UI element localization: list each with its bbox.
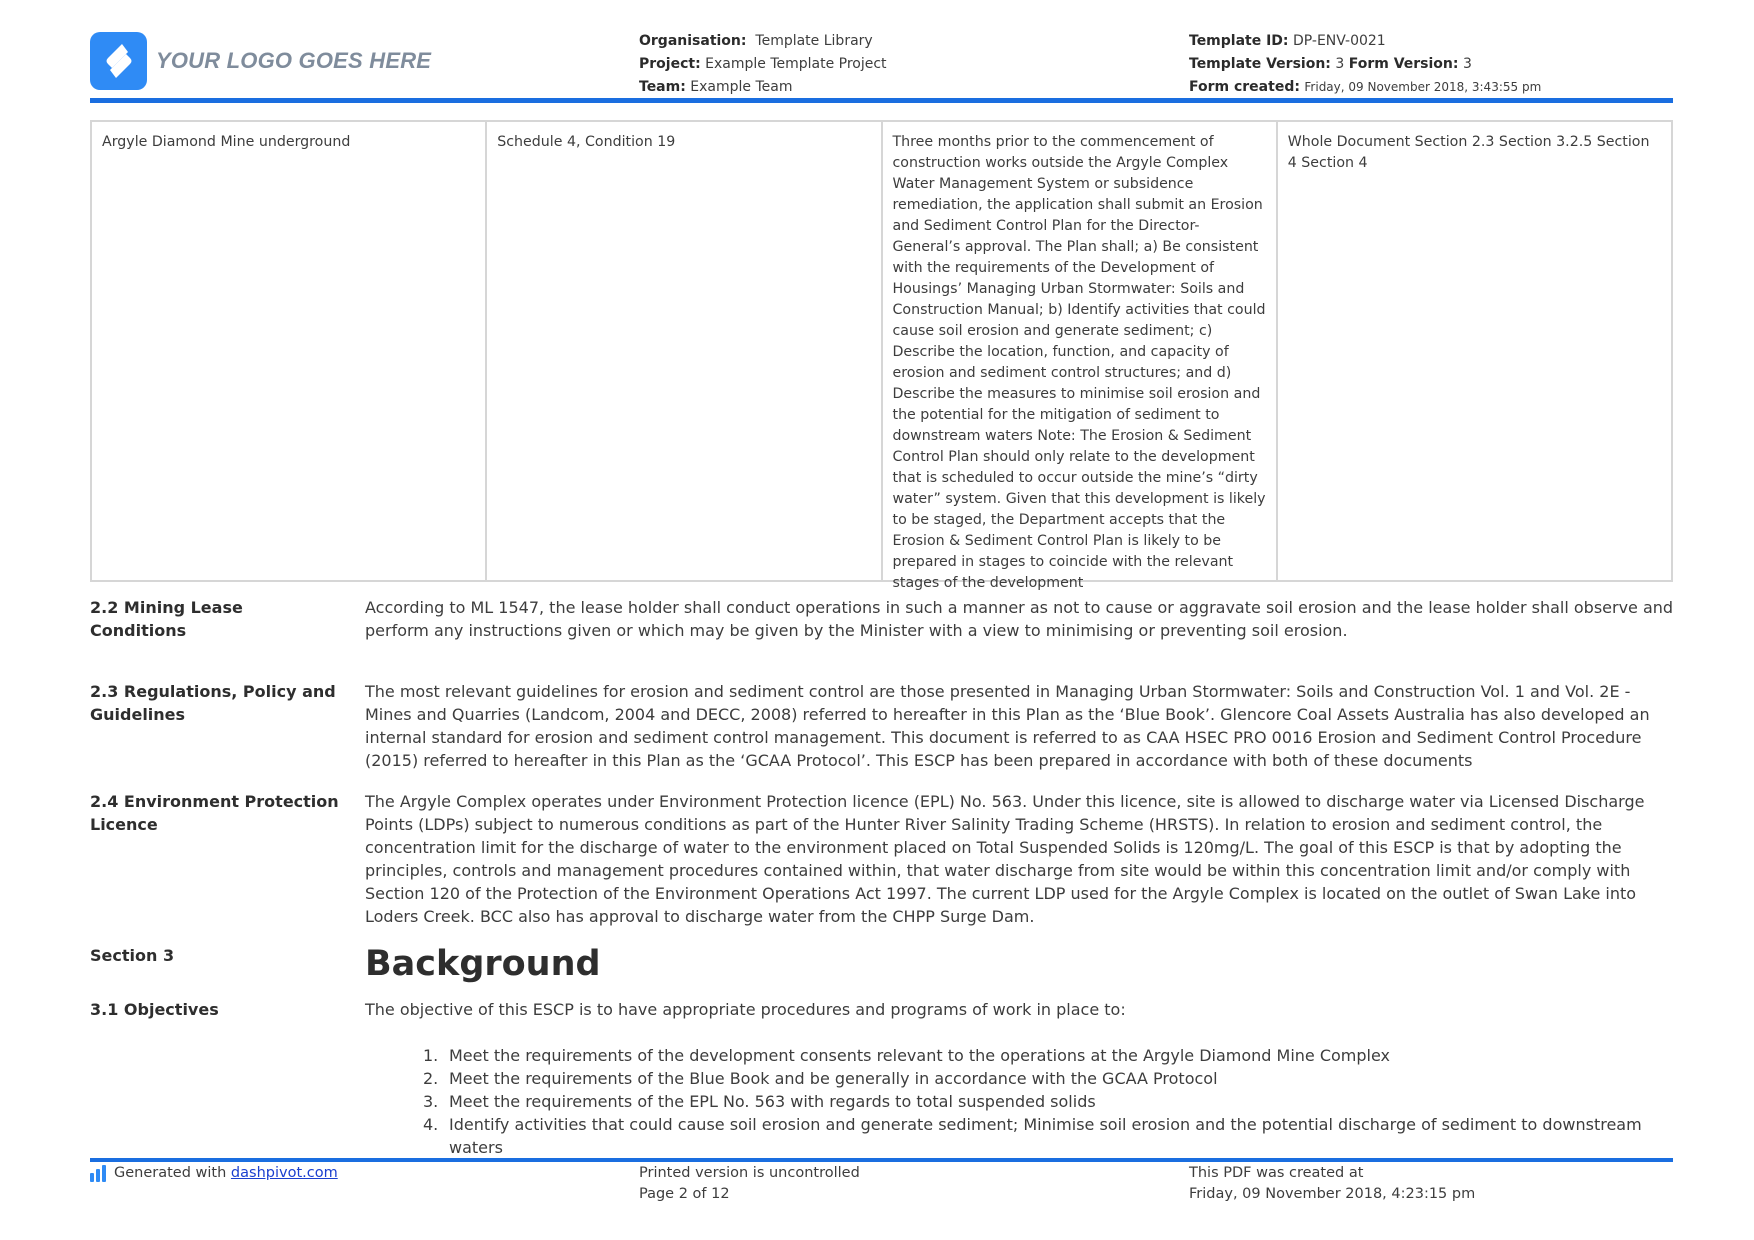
dashpivot-link[interactable]: dashpivot.com [230, 1165, 338, 1181]
conditions-table [90, 120, 1673, 591]
section-2-2-label: 2.2 Mining Lease Conditions [90, 598, 243, 640]
team-value: Example Team [690, 79, 793, 95]
footer-generated [90, 1163, 338, 1184]
table-cell-location: Argyle Diamond Mine underground [92, 122, 487, 580]
section-2-4-text: The Argyle Complex operates under Environment Protection licence (EPL) No. 563. Under this licence, site is allowed to discharge water via Licensed Discharge Points (LDPs) subject to numerous conditions as part of the Hunter River Salinity Trading Scheme (HRSTS). In relation to erosion and sediment control, the concentration limit for the discharge of water to the environment placed on Total Suspended Solids is 120mg/L. The goal of this ESCP is that by adopting the principles, controls and management procedures contained within, that water discharge from site would be within this concentration limit and/or comply with Section 120 of the Protection of the Environment Operations Act 1997. The current LDP used for the Argyle Complex is located on the outlet of Swan Lake into Loders Creek. BCC also has approval to discharge water from the CHPP Surge Dam. [365, 792, 1645, 926]
footer-pdf-info [1189, 1163, 1475, 1205]
printed-note: Printed version is uncontrolled [639, 1165, 860, 1181]
logo-text: YOUR LOGO GOES HERE [156, 48, 432, 73]
form-created-value: Friday, 09 November 2018, 3:43:55 pm [1304, 80, 1542, 94]
footer-print-info [639, 1163, 860, 1205]
organisation-value: Template Library [755, 33, 873, 49]
section-3-label: Section 3 [90, 946, 175, 965]
header-meta-project [639, 30, 887, 99]
dashpivot-bars-icon [90, 1165, 106, 1182]
template-id-label: Template ID: [1189, 33, 1289, 49]
pdf-created-value: Friday, 09 November 2018, 4:23:15 pm [1189, 1186, 1476, 1202]
template-version-value: 3 [1335, 56, 1345, 72]
team-label: Team: [639, 79, 686, 95]
form-version-value: 3 [1462, 56, 1472, 72]
table-cell-condition: Schedule 4, Condition 19 [487, 122, 882, 580]
pdf-created-label: This PDF was created at [1189, 1165, 1364, 1181]
list-item: 2. Meet the requirements of the Blue Book and be generally in accordance with the GCAA Protocol [423, 1069, 1218, 1088]
footer-divider [90, 1158, 1673, 1162]
list-item: 4. Identify activities that could cause soil erosion and generate sediment; Minimise soil erosion and the potential discharge of sediment to downstream waters [423, 1115, 1642, 1157]
header-meta-template [1189, 30, 1541, 99]
list-item: 1. Meet the requirements of the development consents relevant to the operations at the Argyle Diamond Mine Complex [423, 1046, 1391, 1065]
project-label: Project: [639, 56, 701, 72]
template-id-value: DP-ENV-0021 [1292, 33, 1386, 49]
section-3-1-text: The objective of this ESCP is to have appropriate procedures and programs of work in place to: [365, 1000, 1126, 1019]
section-3-heading: Background [365, 944, 601, 984]
header-divider [90, 98, 1673, 103]
generated-prefix: Generated with [114, 1165, 227, 1181]
objectives-list [365, 1044, 1675, 1159]
form-version-label: Form Version: [1348, 56, 1459, 72]
page-number: Page 2 of 12 [639, 1186, 730, 1202]
table-cell-requirement: Three months prior to the commencement of construction works outside the Argyle Complex Water Management System or subsidence remediation, the application shall submit an Erosion and Sediment Control Plan for the Director-General’s approval. The Plan shall; a) Be consistent with the requirements of the Development of Housings’ Managing Urban Stormwater: Soils and Construction Manual; b) Identify activities that could cause soil erosion and generate sediment; c) Describe the location, function, and capacity of erosion and sediment control structures; and d) Describe the measures to minimise soil erosion and the potential for the mitigation of sediment to downstream waters Note: The Erosion & Sediment Control Plan should only relate to the development that is scheduled to occur outside the mine’s “dirty water” system. Given that this development is likely to be staged, the Department accepts that the Erosion & Sediment Control Plan is likely to be prepared in stages to coincide with the relevant stages of the development [883, 122, 1278, 580]
list-item: 3. Meet the requirements of the EPL No. 563 with regards to total suspended solids [423, 1092, 1096, 1111]
section-3-1-label: 3.1 Objectives [90, 1000, 219, 1019]
section-2-3-label: 2.3 Regulations, Policy and Guidelines [90, 682, 336, 724]
table-cell-reference: Whole Document Section 2.3 Section 3.2.5 Section 4 Section 4 [1287, 134, 1650, 171]
section-2-4-label: 2.4 Environment Protection Licence [90, 792, 339, 834]
project-value: Example Template Project [705, 56, 887, 72]
company-logo [90, 32, 431, 90]
template-version-label: Template Version: [1189, 56, 1331, 72]
section-2-2-text: According to ML 1547, the lease holder shall conduct operations in such a manner as not to cause or aggravate soil erosion and the lease holder shall observe and perform any instructions given or which may be given by the Minister with a view to minimising or preventing soil erosion. [365, 598, 1674, 640]
organisation-label: Organisation: [639, 33, 747, 49]
form-created-label: Form created: [1189, 79, 1300, 95]
logo-icon [90, 32, 147, 90]
section-2-3-text: The most relevant guidelines for erosion and sediment control are those presented in Managing Urban Stormwater: Soils and Construction Vol. 1 and Vol. 2E - Mines and Quarries (Landcom, 2004 and DECC, 2008) referred to hereafter in this Plan as the ‘Blue Book’. Glencore Coal Assets Australia has also developed an internal standard for erosion and sediment control management. This document is referred to as CAA HSEC PRO 0016 Erosion and Sediment Control Procedure (2015) referred to hereafter in this Plan as the ‘GCAA Protocol’. This ESCP has been prepared in accordance with both of these documents [365, 682, 1650, 770]
